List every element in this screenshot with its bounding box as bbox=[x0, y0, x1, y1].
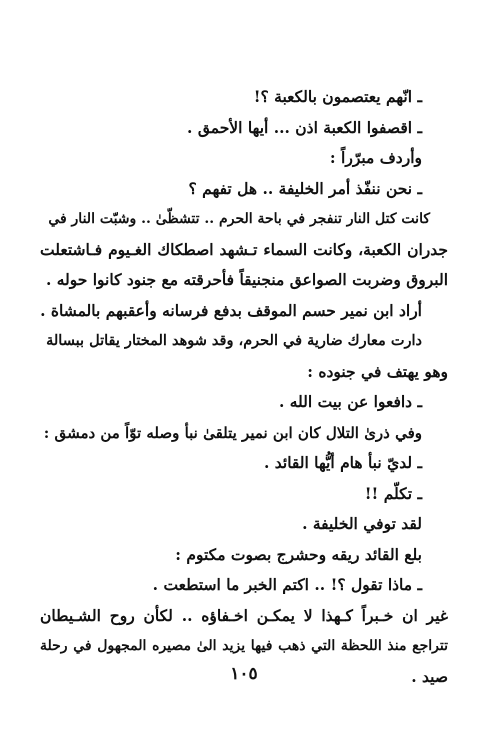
text-line: لقد توفي الخليفة . bbox=[302, 514, 422, 533]
text-line: ـ لديّ نبأ هام أيُّها القائد . bbox=[263, 453, 422, 472]
text-line: ـ ماذا تقول ؟! .. اكتم الخبر ما استطعت . bbox=[152, 575, 422, 594]
text-line: بلع القائد ريقه وحشرج بصوت مكتوم : bbox=[175, 544, 422, 564]
text-line: غير ان خـبراً كـهذا لا يمكـن اخـفاؤه .. لكأن روح الشـيطان bbox=[40, 605, 448, 625]
text-line: ـ دافعوا عن بيت الله . bbox=[278, 392, 422, 411]
text-line: ـ تكلّم !! bbox=[364, 483, 422, 503]
text-line: وهو يهتف في جنوده : bbox=[307, 361, 448, 381]
text-line: وأردف مبرّراً : bbox=[329, 148, 422, 167]
text-line: أراد ابن نمير حسم الموقف بدفع فرسانه وأعقبهم بالمشاة . bbox=[40, 300, 422, 320]
text-line: ـ اقصفوا الكعبة اذن ... أيها الأحمق . bbox=[187, 117, 422, 137]
text-line: كانت كتل النار تنفجر في باحة الحرم .. تتشظّىٰ .. وشبّت النار في bbox=[48, 211, 430, 227]
text-line: البروق وضربت الصواعق منجنيقاً فأحرقته مع جنود كانوا حوله . bbox=[45, 270, 448, 289]
page-number: ١٠٥ bbox=[230, 664, 258, 684]
text-line: جدران الكعبة، وكانت السماء تـشهد اصطكاك الغـيوم فـاشتعلت bbox=[40, 239, 448, 259]
text-line: وفي ذرىٰ التلال كان ابن نمير يتلقىٰ نبأ وصله توّاً من دمشق : bbox=[43, 423, 422, 442]
text-line: صيد . bbox=[411, 666, 448, 686]
body-text bbox=[40, 82, 448, 692]
text-line: تتراجع منذ اللحظة التي ذهب فيها يزيد الىٰ مصيره المجهول في رحلة bbox=[40, 638, 448, 654]
text-line: ـ نحن ننفّذ أمر الخليفة .. هل تفهم ؟ bbox=[188, 178, 422, 198]
text-line: دارت معارك ضارية في الحرم، وقد شوهد المختار يقاتل ببسالة bbox=[46, 332, 422, 349]
text-line: ـ انّهم يعتصمون بالكعبة ؟! bbox=[253, 87, 422, 106]
